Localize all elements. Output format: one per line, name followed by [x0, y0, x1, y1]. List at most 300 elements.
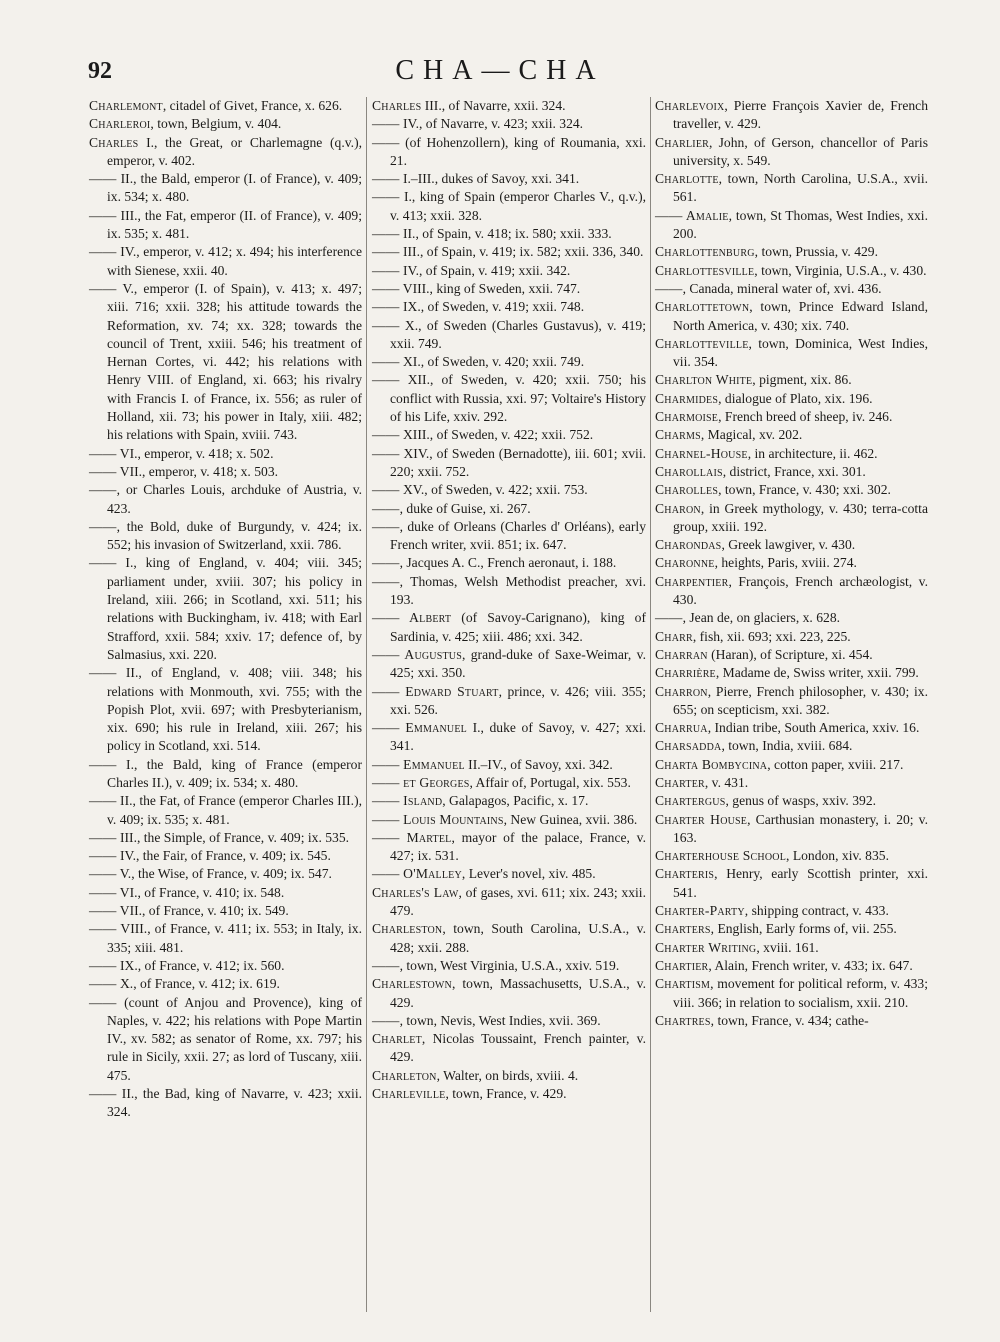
index-entry [655, 774, 928, 792]
entry-headword: —— [372, 299, 400, 315]
index-entry [655, 865, 928, 902]
entry-references: (count of Anjou and Provence), king of Naples, v. 422; his relations with Pope Martin IV., xv. 582; as senator of Rome, xx. 797; his rule in Sicily, xxii. 27; as lord of Tuscany, xiii. 475. [107, 994, 362, 1083]
entry-headword: —— [89, 280, 117, 296]
entry-headword: —— [89, 884, 117, 900]
index-entry [372, 188, 646, 225]
entry-references: III., of Navarre, xxii. 324. [421, 98, 566, 113]
entry-references: , town, Prince Edward Island, North America, v. 430; xix. 740. [673, 299, 928, 333]
entry-headword: —— [372, 171, 400, 187]
index-entry [372, 262, 646, 280]
entry-headword: Charmides [655, 390, 719, 406]
index-entry [655, 939, 928, 957]
entry-headword: Charlottetown [655, 299, 750, 315]
entry-headword: Charrière [655, 665, 716, 681]
entry-headword: —— et Georges [372, 774, 470, 790]
index-entry [372, 1085, 646, 1103]
index-entry [372, 445, 646, 482]
entry-references: I., duke of Savoy, v. 427; xxi. 341. [390, 720, 646, 754]
entry-references: IV., of Navarre, v. 423; xxii. 324. [399, 116, 584, 132]
index-entry [89, 463, 362, 481]
index-entry [372, 97, 646, 115]
entry-references: II., the Bad, king of Navarre, v. 423; xxii. 324. [107, 1086, 362, 1120]
entry-headword: Chartier [655, 957, 709, 973]
column-rule [650, 97, 651, 1312]
index-entry [89, 134, 362, 171]
entry-references: , dialogue of Plato, xix. 196. [718, 390, 873, 406]
entry-headword: —— Martel [372, 829, 452, 845]
entry-references: (Haran), of Scripture, xi. 454. [707, 646, 873, 662]
entry-headword: Chartergus [655, 793, 726, 809]
index-entry [372, 573, 646, 610]
entry-headword: —— [655, 280, 683, 296]
entry-headword: Charnel-House [655, 445, 748, 461]
index-entry [89, 481, 362, 518]
entry-references: III., the Fat, emperor (II. of France), v. 409; ix. 535; x. 481. [107, 207, 362, 242]
entry-headword: Charon [655, 500, 701, 516]
entry-headword: —— [89, 1086, 117, 1102]
entry-references: XII., of Sweden, v. 420; xxii. 750; his conflict with Russia, xxi. 97; Voltaire's History of his Life, xxiv. 292. [390, 372, 646, 425]
index-entry [89, 445, 362, 463]
entry-references: III., the Simple, of France, v. 409; ix. 535. [116, 829, 350, 845]
index-entry [655, 134, 928, 171]
entry-references: , Jacques A. C., French aeronaut, i. 188. [399, 555, 617, 571]
index-entry [655, 243, 928, 261]
index-entry [655, 811, 928, 848]
entry-headword: Charms [655, 427, 701, 443]
entry-headword: Charr [655, 628, 693, 644]
index-entry [655, 554, 928, 572]
index-entry [655, 737, 928, 755]
index-entry [89, 865, 362, 883]
entry-headword: Chartres [655, 1012, 711, 1028]
index-entry [89, 792, 362, 829]
entry-headword: Charonne [655, 555, 715, 571]
index-entry [655, 500, 928, 537]
index-entry [89, 975, 362, 993]
entry-references: , duke of Guise, xi. 267. [399, 500, 531, 516]
entry-references: , town, Virginia, U.S.A., v. 430. [754, 262, 927, 278]
index-entry [372, 554, 646, 572]
index-entry [655, 481, 928, 499]
index-entry [655, 664, 928, 682]
entry-headword: Charta Bombycina [655, 756, 768, 772]
entry-headword: Charter-Party [655, 903, 745, 919]
entry-headword: Charter [655, 774, 705, 790]
entry-headword: —— Louis Mountains [372, 811, 504, 827]
entry-headword: Charlottesville [655, 262, 755, 278]
entry-headword: Charlevoix [655, 98, 725, 113]
index-entry [89, 884, 362, 902]
index-entry [89, 920, 362, 957]
index-entry [372, 865, 646, 883]
index-entry [655, 756, 928, 774]
entry-headword: Charterhouse School [655, 848, 787, 864]
entry-references: , citadel of Givet, France, x. 626. [162, 98, 343, 113]
index-entry [655, 609, 928, 627]
entry-references: , Indian tribe, South America, xxiv. 16. [707, 720, 920, 736]
entry-headword: Charlotteville [655, 335, 749, 351]
index-entry [655, 463, 928, 481]
index-entry [89, 280, 362, 445]
index-entry [372, 1030, 646, 1067]
entry-headword: Charrua [655, 720, 708, 736]
index-entry [372, 134, 646, 171]
entry-references: , mayor of the palace, France, v. 427; ix. 531. [390, 829, 646, 864]
index-entry [89, 554, 362, 664]
entry-headword: —— [372, 500, 400, 516]
index-entry [89, 1085, 362, 1122]
entry-headword: —— [372, 482, 400, 498]
entry-headword: —— [89, 445, 117, 461]
entry-references: I., king of Spain (emperor Charles V., q.v.), v. 413; xxii. 328. [390, 189, 646, 223]
entry-references: VIII., of France, v. 411; ix. 553; in Italy, ix. 335; xiii. 481. [107, 921, 362, 955]
entry-references: , John, of Gerson, chancellor of Paris university, x. 549. [673, 134, 928, 168]
entry-headword: —— [89, 866, 117, 882]
entry-references: II.–IV., of Savoy, xxi. 342. [464, 756, 613, 772]
entry-references: , town, Belgium, v. 404. [150, 116, 282, 132]
entry-headword: —— [89, 756, 117, 772]
index-entry [89, 115, 362, 133]
index-entry [372, 481, 646, 499]
entry-references: , Magical, xv. 202. [700, 427, 803, 443]
entry-headword: Charmoise [655, 409, 719, 425]
entry-references: , town, Massachusetts, U.S.A., v. 429. [390, 976, 646, 1010]
entry-headword: Charondas [655, 537, 722, 553]
index-entry [655, 371, 928, 389]
entry-headword: —— [655, 610, 683, 626]
entry-headword: —— [89, 848, 117, 864]
entry-headword: —— [372, 226, 400, 242]
entry-headword: Charles [89, 134, 139, 150]
index-entry [655, 975, 928, 1012]
entry-references: , the Bold, duke of Burgundy, v. 424; ix. 552; his invasion of Switzerland, xxii. 786. [107, 518, 362, 553]
entry-headword: Charsadda [655, 738, 722, 754]
entry-references: , genus of wasps, xxiv. 392. [725, 793, 877, 809]
index-entry [89, 664, 362, 755]
entry-references: II., of England, v. 408; viii. 348; his relations with Monmouth, xvi. 755; with the Popish Plot, xvii. 697; with Presbyterianism, xix. 690; his rule in Ireland, xiii. 267; his policy in Scotland, xxi. 514. [107, 665, 362, 754]
index-entry [89, 97, 362, 115]
entry-references: , Carthusian monastery, i. 20; v. 163. [673, 811, 928, 845]
entry-headword: —— [89, 903, 117, 919]
entry-headword: Charlier [655, 134, 709, 150]
index-entry [372, 774, 646, 792]
entry-references: , Madame de, Swiss writer, xxii. 799. [715, 665, 919, 681]
entry-headword: Charlestown [372, 976, 452, 992]
entry-headword: Charleville [372, 1086, 446, 1102]
entry-references: , New Guinea, xvii. 386. [503, 811, 638, 827]
entry-headword: —— [372, 518, 400, 534]
entry-headword: —— [89, 518, 117, 534]
index-entry [655, 1012, 928, 1030]
entry-headword: —— [372, 555, 400, 571]
index-entry [655, 683, 928, 720]
entry-headword: Charlotte [655, 171, 719, 187]
entry-headword: —— [89, 482, 117, 498]
index-entry [655, 847, 928, 865]
entry-headword: —— [89, 463, 117, 479]
entry-references: , Galapagos, Pacific, x. 17. [442, 793, 589, 809]
index-entry [89, 829, 362, 847]
index-entry [372, 957, 646, 975]
entry-references: , prince, v. 426; viii. 355; xxi. 526. [390, 683, 646, 717]
entry-headword: Charlemont [89, 98, 163, 113]
entry-headword: —— [89, 555, 117, 571]
index-entry [372, 426, 646, 444]
index-entry [655, 390, 928, 408]
index-entry [372, 811, 646, 829]
entry-references: V., emperor (I. of Spain), v. 413; x. 497; xiii. 716; xxii. 328; his attitude towards the Reformation, xv. 74; xx. 328; towards the council of Trent, xxiii. 546; his treatment of Hernan Cortes, vi. 442; his relations with Henry VIII. of England, xi. 663; his rivalry with Francis I. of France, ix. 556; as ruler of Holland, xii. 73; his power in Italy, xiii. 482; his relations with Spain, xviii. 743. [107, 280, 362, 443]
entry-references: VI., emperor, v. 418; x. 502. [116, 445, 274, 461]
index-entry [372, 500, 646, 518]
index-entry [89, 207, 362, 244]
index-entry [89, 847, 362, 865]
index-entry [655, 902, 928, 920]
entry-references: , town, Dominica, West Indies, vii. 354. [673, 335, 928, 370]
index-entry [655, 408, 928, 426]
entry-references: , Affair of, Portugal, xix. 553. [469, 774, 631, 790]
entry-headword: —— [372, 445, 400, 461]
entry-headword: Charteris [655, 866, 715, 882]
entry-headword: —— [372, 354, 400, 370]
entry-headword: Charters [655, 921, 711, 937]
entry-headword: —— [372, 427, 400, 443]
entry-references: , English, Early forms of, vii. 255. [710, 921, 897, 937]
entry-headword: —— O'Malley [372, 866, 462, 882]
entry-headword: —— Emmanuel [372, 756, 465, 772]
index-entry [655, 536, 928, 554]
entry-references: II., the Bald, emperor (I. of France), v. 409; ix. 534; x. 480. [107, 171, 362, 205]
entry-headword: Charleston [372, 921, 443, 937]
entry-references: , Canada, mineral water of, xvi. 436. [682, 280, 882, 296]
entry-references: IV., of Spain, v. 419; xxii. 342. [399, 262, 571, 278]
index-entry [89, 957, 362, 975]
entry-headword: —— [372, 573, 400, 589]
entry-references: , xviii. 161. [756, 939, 819, 955]
entry-headword: —— [89, 665, 117, 681]
index-entry [372, 609, 646, 646]
index-entry [372, 518, 646, 555]
entry-headword: —— [372, 189, 400, 205]
entry-headword: —— Edward Stuart [372, 683, 499, 699]
entry-references: , or Charles Louis, archduke of Austria, v. 423. [107, 482, 362, 516]
index-entry [655, 646, 928, 664]
entry-references: , Pierre, French philosopher, v. 430; ix. 655; on scepticism, xxi. 382. [673, 683, 928, 717]
entry-references: , movement for political reform, v. 433; viii. 366; in relation to socialism, xxii. 210. [673, 976, 928, 1010]
entry-references: II., the Fat, of France (emperor Charles III.), v. 409; ix. 535; x. 481. [107, 793, 362, 827]
page-number: 92 [88, 58, 112, 84]
index-entry [655, 573, 928, 610]
entry-headword: Charolles [655, 482, 719, 498]
index-column-2 [372, 97, 646, 1103]
entry-headword: —— Albert [372, 610, 452, 626]
entry-headword: —— [372, 280, 400, 296]
entry-headword: —— [372, 957, 400, 973]
index-entry [372, 646, 646, 683]
entry-references: , shipping contract, v. 433. [744, 903, 889, 919]
entry-references: , town, Nevis, West Indies, xvii. 369. [399, 1012, 601, 1028]
entry-headword: —— [372, 116, 400, 132]
entry-references: VII., of France, v. 410; ix. 549. [116, 903, 289, 919]
entry-references: , Alain, French writer, v. 433; ix. 647. [708, 957, 913, 973]
entry-headword: Charran [655, 646, 708, 662]
entry-references: , Henry, early Scottish printer, xxi. 541. [673, 866, 928, 900]
entry-references: , pigment, xix. 86. [752, 372, 852, 388]
entry-references: , London, xiv. 835. [786, 848, 889, 864]
entry-references: , town, South Carolina, U.S.A., v. 428; xxii. 288. [390, 921, 646, 955]
entry-references: I.–III., dukes of Savoy, xxi. 341. [399, 171, 580, 187]
index-entry [655, 957, 928, 975]
entry-references: , cotton paper, xviii. 217. [767, 756, 904, 772]
entry-references: (of Hohenzollern), king of Roumania, xxi. 21. [390, 134, 646, 168]
index-entry [89, 994, 362, 1085]
entry-references: , town, France, v. 434; cathe- [710, 1012, 869, 1028]
entry-headword: Charron [655, 683, 708, 699]
index-entry [89, 170, 362, 207]
index-entry [655, 426, 928, 444]
entry-headword: —— [89, 171, 117, 187]
column-rule [366, 97, 367, 1312]
entry-references: III., of Spain, v. 419; ix. 582; xxii. 336, 340. [399, 244, 644, 260]
index-entry [372, 920, 646, 957]
entry-references: , fish, xii. 693; xxi. 223, 225. [692, 628, 851, 644]
index-entry [655, 170, 928, 207]
index-entry [372, 829, 646, 866]
entry-headword: —— [89, 994, 117, 1010]
index-column-1 [89, 97, 362, 1122]
index-entry [372, 225, 646, 243]
entry-headword: Charollais [655, 463, 723, 479]
entry-references: , Greek lawgiver, v. 430. [721, 537, 856, 553]
entry-headword: —— Emmanuel [372, 720, 467, 736]
entry-headword: Charleton [372, 1067, 437, 1083]
index-entry [372, 170, 646, 188]
index-entry [372, 1012, 646, 1030]
entry-references: , town, St Thomas, West Indies, xxi. 200. [673, 207, 928, 242]
index-entry [655, 792, 928, 810]
index-entry [655, 445, 928, 463]
entry-references: VII., emperor, v. 418; x. 503. [116, 463, 279, 479]
entry-references: , district, France, xxi. 301. [722, 463, 866, 479]
index-entry [655, 97, 928, 134]
entry-headword: Charter House [655, 811, 748, 827]
index-entry [372, 115, 646, 133]
entry-headword: —— [89, 957, 117, 973]
index-entry [89, 756, 362, 793]
entry-headword: Chartism [655, 976, 711, 992]
entry-headword: Charles [372, 98, 422, 113]
entry-references: , grand-duke of Saxe-Weimar, v. 425; xxi. 350. [390, 646, 646, 681]
entry-references: , in Greek mythology, v. 430; terra-cotta group, xxiii. 192. [673, 500, 928, 534]
index-entry [655, 335, 928, 372]
entry-references: , French breed of sheep, iv. 246. [718, 409, 893, 425]
entry-references: V., the Wise, of France, v. 409; ix. 547. [116, 866, 332, 882]
index-entry [372, 280, 646, 298]
entry-headword: —— Island [372, 793, 443, 809]
index-entry [372, 719, 646, 756]
entry-references: , of gases, xvi. 611; xix. 243; xxii. 479. [390, 884, 646, 919]
index-entry [372, 756, 646, 774]
entry-headword: Charles's Law [372, 884, 459, 900]
entry-references: , town, France, v. 429. [445, 1086, 567, 1102]
entry-headword: —— [372, 244, 400, 260]
entry-headword: —— [372, 134, 400, 150]
entry-references: , Pierre François Xavier de, French traveller, v. 429. [673, 98, 928, 132]
index-entry [655, 719, 928, 737]
entry-references: , town, France, v. 430; xxi. 302. [718, 482, 891, 498]
entry-references: , François, French archæologist, v. 430. [673, 573, 928, 608]
entry-references: , town, India, xviii. 684. [721, 738, 853, 754]
entry-references: IX., of Sweden, v. 419; xxii. 748. [399, 299, 585, 315]
index-entry [372, 298, 646, 316]
entry-references: , Thomas, Welsh Methodist preacher, xvi. 193. [390, 573, 646, 608]
entry-references: II., of Spain, v. 418; ix. 580; xxii. 333. [399, 226, 612, 242]
entry-headword: Charlton White [655, 372, 753, 388]
index-entry [372, 683, 646, 720]
entry-references: IV., the Fair, of France, v. 409; ix. 545. [116, 848, 331, 864]
index-entry [372, 353, 646, 371]
entry-headword: —— [89, 244, 117, 260]
entry-references: XI., of Sweden, v. 420; xxii. 749. [399, 354, 585, 370]
entry-references: , duke of Orleans (Charles d' Orléans), early French writer, xvii. 851; ix. 647. [390, 518, 646, 553]
index-entry [372, 884, 646, 921]
index-entry [372, 371, 646, 426]
entry-references: X., of Sweden (Charles Gustavus), v. 419; xxii. 749. [390, 317, 646, 351]
index-entry [372, 975, 646, 1012]
entry-references: XIV., of Sweden (Bernadotte), iii. 601; xvii. 220; xxii. 752. [390, 445, 646, 479]
index-entry [89, 243, 362, 280]
entry-references: , Walter, on birds, xviii. 4. [436, 1067, 579, 1083]
entry-references: (of Savoy-Carignano), king of Sardinia, v. 425; xiii. 486; xxi. 342. [390, 610, 646, 644]
entry-references: XIII., of Sweden, v. 422; xxii. 752. [399, 427, 594, 443]
entry-headword: —— [89, 921, 117, 937]
entry-headword: Charlottenburg [655, 244, 755, 260]
index-entry [655, 280, 928, 298]
index-entry [372, 1067, 646, 1085]
index-entry [655, 920, 928, 938]
entry-references: , v. 431. [704, 774, 749, 790]
entry-references: , Jean de, on glaciers, x. 628. [682, 610, 841, 626]
entry-references: , in architecture, ii. 462. [747, 445, 878, 461]
entry-headword: —— [89, 793, 117, 809]
entry-references: XV., of Sweden, v. 422; xxii. 753. [399, 482, 588, 498]
entry-references: , town, West Virginia, U.S.A., xxiv. 519. [399, 957, 620, 973]
index-entry [89, 902, 362, 920]
entry-references: VI., of France, v. 410; ix. 548. [116, 884, 285, 900]
running-head: CHA—CHA [395, 55, 605, 86]
entry-headword: —— [89, 976, 117, 992]
entry-headword: —— [372, 262, 400, 278]
index-entry [89, 518, 362, 555]
entry-references: I., the Great, or Charlemagne (q.v.), emperor, v. 402. [107, 134, 362, 168]
entry-references: IX., of France, v. 412; ix. 560. [116, 957, 285, 973]
index-entry [655, 207, 928, 244]
entry-headword: Charter Writing [655, 939, 757, 955]
entry-references: X., of France, v. 412; ix. 619. [116, 976, 280, 992]
entry-headword: —— Amalie [655, 207, 729, 223]
entry-headword: Charpentier [655, 573, 729, 589]
entry-headword: Charleroi [89, 116, 151, 132]
entry-references: VIII., king of Sweden, xxii. 747. [399, 280, 581, 296]
entry-references: , town, Prussia, v. 429. [754, 244, 878, 260]
entry-references: IV., emperor, v. 412; x. 494; his interference with Sienese, xxii. 40. [107, 244, 362, 278]
index-entry [655, 298, 928, 335]
entry-headword: —— [89, 207, 117, 223]
entry-references: , town, North Carolina, U.S.A., xvii. 561. [673, 171, 928, 205]
entry-references: I., king of England, v. 404; viii. 345; parliament under, xviii. 307; his policy in Ireland, xiii. 266; in Scotland, xxi. 511; his relations with Buckingham, iv. 418; with Earl Strafford, xxii. 584; xxiv. 17; defence of, by Salmasius, xxi. 220. [107, 555, 362, 662]
entry-headword: Charlet [372, 1031, 422, 1047]
entry-references: , Nicolas Toussaint, French painter, v. 429. [390, 1031, 646, 1065]
entry-references: , Lever's novel, xiv. 485. [461, 866, 596, 882]
